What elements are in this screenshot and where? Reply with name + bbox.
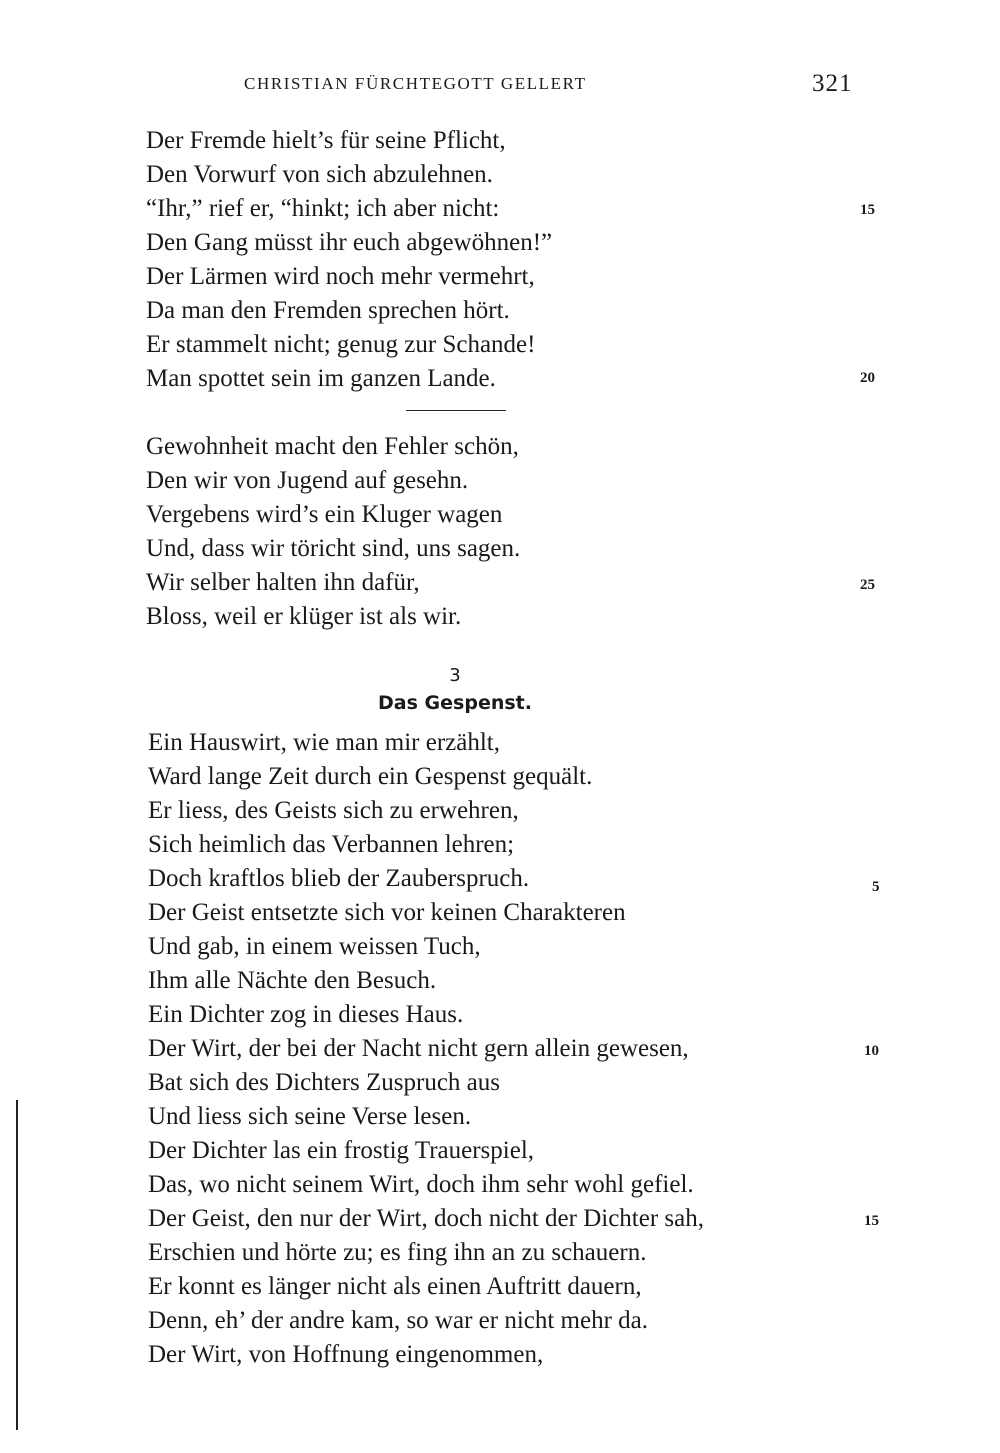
verse-line: Der Wirt, von Hoffnung eingenommen, [148, 1341, 544, 1368]
section-number: 3 [449, 665, 461, 686]
verse-line: Ein Dichter zog in dieses Haus. [148, 1001, 464, 1028]
verse-line: Er liess, des Geists sich zu erwehren, [148, 797, 519, 824]
verse-line: Ihm alle Nächte den Besuch. [148, 967, 437, 994]
binding-edge-mark [16, 1100, 18, 1430]
verse-line: Wir selber halten ihn dafür, [146, 569, 420, 596]
verse-line: Der Lärmen wird noch mehr vermehrt, [146, 263, 535, 290]
line-number: 15 [864, 1213, 879, 1229]
line-number: 15 [860, 202, 875, 218]
verse-line: “Ihr,” rief er, “hinkt; ich aber nicht: [146, 195, 500, 222]
verse-line: Der Fremde hielt’s für seine Pflicht, [146, 127, 506, 154]
verse-line: Sich heimlich das Verbannen lehren; [148, 831, 515, 858]
verse-line: Er stammelt nicht; genug zur Schande! [146, 331, 536, 358]
verse-line: Der Geist entsetzte sich vor keinen Charakteren [148, 899, 626, 926]
verse-line: Ward lange Zeit durch ein Gespenst gequält. [148, 763, 593, 790]
verse-line: Man spottet sein im ganzen Lande. [146, 365, 496, 392]
line-number: 25 [860, 577, 875, 593]
running-title: CHRISTIAN FÜRCHTEGOTT GELLERT [244, 74, 587, 93]
line-number: 5 [872, 879, 880, 895]
verse-line: Er konnt es länger nicht als einen Auftritt dauern, [148, 1273, 642, 1300]
line-number: 10 [864, 1043, 879, 1059]
verse-line: Den Vorwurf von sich abzulehnen. [146, 161, 493, 188]
verse-line: Der Geist, den nur der Wirt, doch nicht der Dichter sah, [148, 1205, 704, 1232]
verse-line: Der Wirt, der bei der Nacht nicht gern allein gewesen, [148, 1035, 689, 1062]
verse-line: Ein Hauswirt, wie man mir erzählt, [148, 729, 500, 756]
verse-line: Und, dass wir töricht sind, uns sagen. [146, 535, 521, 562]
poem-title: Das Gespenst. [378, 692, 532, 714]
verse-line: Erschien und hörte zu; es fing ihn an zu schauern. [148, 1239, 647, 1266]
verse-line: Und gab, in einem weissen Tuch, [148, 933, 481, 960]
page-number: 321 [812, 70, 853, 97]
line-number: 20 [860, 370, 875, 386]
verse-line: Vergebens wird’s ein Kluger wagen [146, 501, 503, 528]
verse-line: Und liess sich seine Verse lesen. [148, 1103, 472, 1130]
verse-line: Bloss, weil er klüger ist als wir. [146, 603, 462, 630]
section-divider [406, 410, 506, 411]
verse-line: Denn, eh’ der andre kam, so war er nicht mehr da. [148, 1307, 649, 1334]
verse-line: Bat sich des Dichters Zuspruch aus [148, 1069, 501, 1096]
verse-line: Der Dichter las ein frostig Trauerspiel, [148, 1137, 535, 1164]
verse-line: Doch kraftlos blieb der Zauberspruch. [148, 865, 530, 892]
running-header [0, 70, 1000, 102]
verse-line: Den wir von Jugend auf gesehn. [146, 467, 469, 494]
verse-line: Da man den Fremden sprechen hört. [146, 297, 510, 324]
verse-line: Den Gang müsst ihr euch abgewöhnen!” [146, 229, 553, 256]
verse-line: Gewohnheit macht den Fehler schön, [146, 433, 519, 460]
verse-line: Das, wo nicht seinem Wirt, doch ihm sehr wohl gefiel. [148, 1171, 694, 1198]
